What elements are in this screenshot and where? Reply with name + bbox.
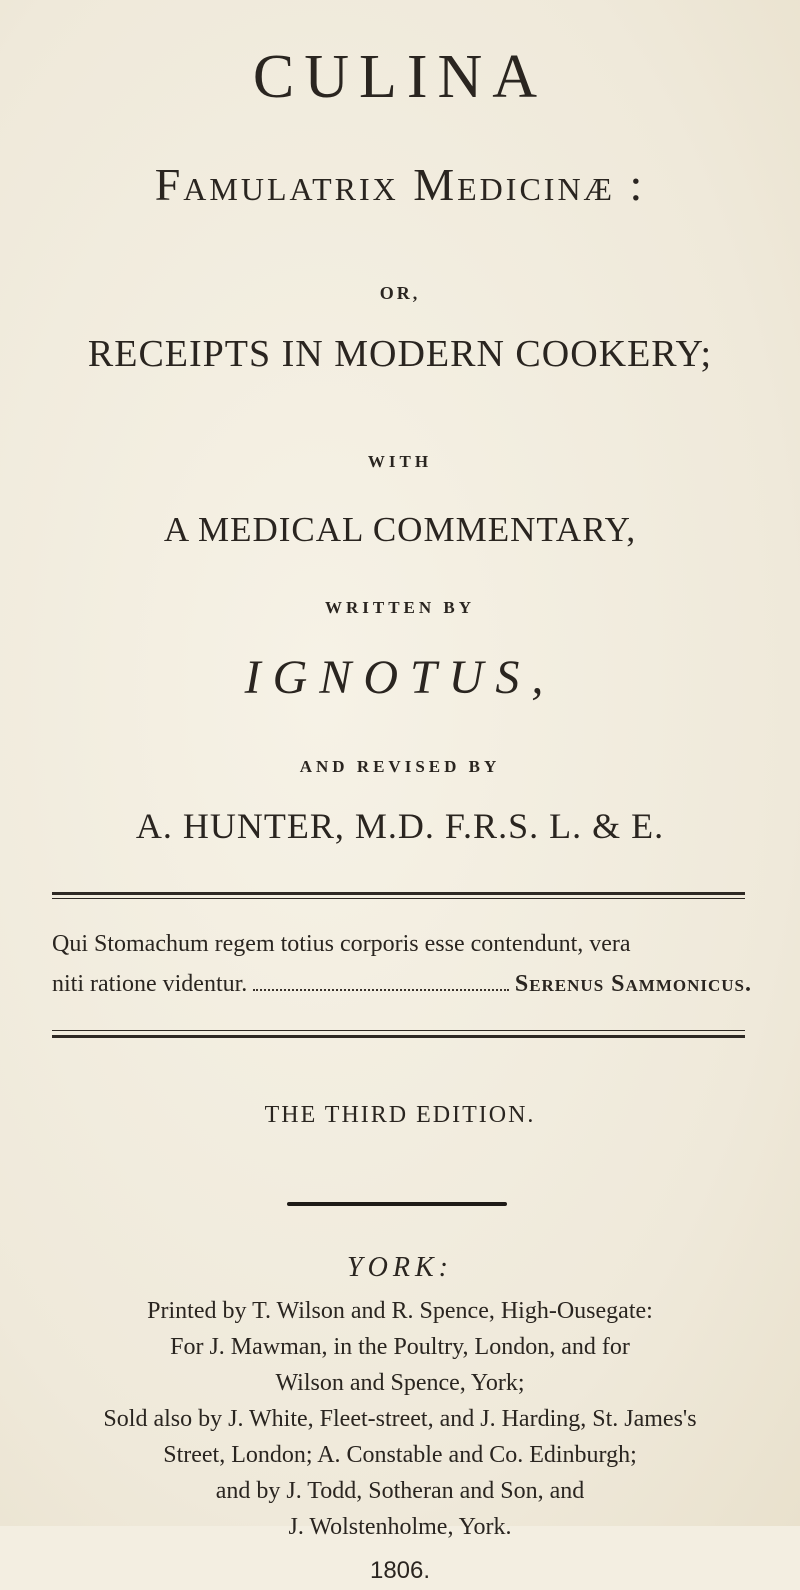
imprint-line-7: J. Wolstenholme, York. bbox=[288, 1514, 512, 1540]
epigraph-attribution: Serenus Sammonicus. bbox=[514, 971, 752, 997]
reviser-name: A. HUNTER, M.D. F.R.S. L. & E. bbox=[135, 806, 665, 846]
author-name: IGNOTUS, bbox=[244, 651, 556, 704]
revised-by-line: AND REVISED BY bbox=[299, 757, 501, 776]
top-rule-thick bbox=[52, 892, 745, 895]
publication-year: 1806. bbox=[369, 1557, 431, 1584]
top-rule-thin bbox=[52, 898, 745, 899]
imprint-line-3: Wilson and Spence, York; bbox=[275, 1370, 525, 1396]
written-by-line: WRITTEN BY bbox=[324, 598, 476, 617]
epigraph-line-2 bbox=[52, 964, 752, 1004]
book-title: CULINA bbox=[252, 43, 548, 111]
dot-leader bbox=[253, 989, 509, 991]
epigraph-line-2-text: niti ratione videntur. bbox=[52, 971, 248, 997]
bottom-rule-thin bbox=[52, 1030, 745, 1031]
or-line: OR, bbox=[379, 283, 421, 303]
edition-statement: THE THIRD EDITION. bbox=[264, 1102, 536, 1128]
ornamental-rule bbox=[287, 1202, 507, 1206]
imprint-line-6: and by J. Todd, Sotheran and Son, and bbox=[215, 1478, 585, 1504]
with-line: WITH bbox=[367, 452, 433, 471]
imprint-line-4: Sold also by J. White, Fleet-street, and J. Harding, St. James's bbox=[103, 1406, 697, 1432]
imprint-line-2: For J. Mawman, in the Poultry, London, and for bbox=[170, 1334, 630, 1360]
epigraph-line-1: Qui Stomachum regem totius corporis esse contendunt, vera bbox=[52, 931, 631, 957]
imprint-line-5: Street, London; A. Constable and Co. Edinburgh; bbox=[163, 1442, 637, 1468]
main-title: RECEIPTS IN MODERN COOKERY; bbox=[87, 333, 713, 375]
bottom-rule-thick bbox=[52, 1035, 745, 1038]
imprint-place: YORK: bbox=[347, 1252, 453, 1283]
book-subtitle: Famulatrix Medicinæ : bbox=[154, 159, 646, 210]
commentary-line: A MEDICAL COMMENTARY, bbox=[163, 510, 637, 549]
imprint-line-1: Printed by T. Wilson and R. Spence, High-Ousegate: bbox=[147, 1298, 653, 1324]
